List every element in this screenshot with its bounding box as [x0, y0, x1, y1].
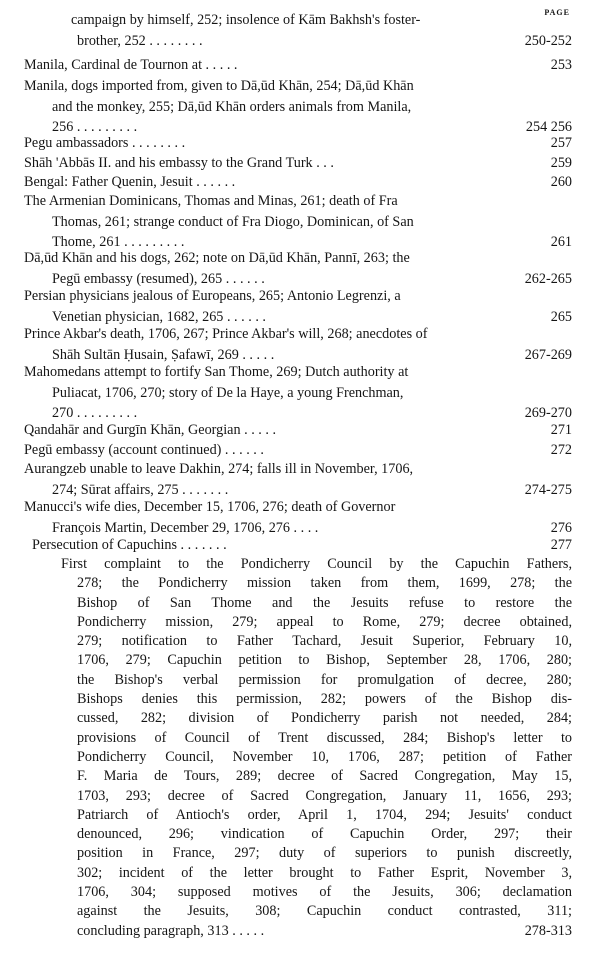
entry-text: Persian physicians jealous of Europeans, 265; Antonio Legrenzi, a [24, 288, 401, 304]
index-entry [24, 172, 572, 193]
index-entry [24, 286, 572, 327]
entry-text: Pegū embassy (account continued) . . . . . . [24, 442, 264, 458]
entry-text: Venetian physician, 1682, 265 . . . . . . [52, 308, 266, 325]
index-entry [24, 10, 572, 51]
page-ref: 259 [550, 155, 572, 171]
entry-text: brother, 252 . . . . . . . . [77, 32, 203, 49]
entry-text: Manucci's wife dies, December 15, 1706, 276; death of Governor [24, 499, 396, 515]
page-ref: 274-275 [524, 481, 572, 498]
paragraph-line: Patriarch of Antioch's order, April 1, 1704, 294; Jesuits' conduct [77, 806, 572, 823]
page-ref: 276 [550, 519, 572, 536]
running-head: PAGE [544, 8, 570, 17]
paragraph-line: 278; the Pondicherry mission taken from them, 1699, 278; the [77, 575, 572, 592]
paragraph-line: 1706, 304; supposed motives of the Jesuits, 306; declamation [77, 884, 572, 901]
index-entry [24, 55, 572, 76]
entry-text: Thome, 261 . . . . . . . . . [52, 234, 185, 251]
paragraph-line: 279; notification to Father Tachard, Jesuit Superior, February 10, [77, 633, 572, 650]
entry-text: and the monkey, 255; Dā,ūd Khān orders animals from Manila, [52, 98, 412, 115]
entry-text: Pegu ambassadors . . . . . . . . [24, 135, 186, 151]
capuchin-paragraph [61, 555, 572, 941]
page-ref: 271 [550, 422, 572, 438]
index-entry [24, 420, 572, 441]
index-entry [24, 497, 572, 538]
entry-text: The Armenian Dominicans, Thomas and Minas, 261; death of Fra [24, 193, 398, 209]
entry-text: Manila, dogs imported from, given to Dā,ūd Khān, 254; Dā,ūd Khān [24, 78, 414, 94]
index-entry [24, 76, 572, 138]
paragraph-line: 1703, 293; decree of Sacred Congregation, January 11, 1656, 293; [77, 787, 572, 804]
paragraph-line: cussed, 282; division of Pondicherry parish not needed, 284; [77, 710, 572, 727]
paragraph-line: Pondicherry mission, 279; appeal to Rome, 279; decree obtained, [77, 613, 572, 630]
paragraph-last-line [77, 922, 572, 941]
entry-text: Pegū embassy (resumed), 265 . . . . . . [52, 270, 265, 287]
index-entry [24, 324, 572, 365]
entry-text: 270 . . . . . . . . . [52, 405, 138, 422]
index-entry [24, 153, 572, 174]
paragraph-line: F. Maria de Tours, 289; decree of Sacred Congregation, May 15, [77, 768, 572, 785]
entry-text: Prince Akbar's death, 1706, 267; Prince Akbar's will, 268; anecdotes of [24, 326, 428, 342]
entry-text: Qandahār and Gurgīn Khān, Georgian . . . . . [24, 422, 277, 438]
paragraph-line: Bishops denies this permission, 282; powers of the Bishop dis- [77, 691, 572, 708]
entry-text: Thomas, 261; strange conduct of Fra Diogo, Dominican, of San [52, 213, 414, 230]
paragraph-line: the Bishop's verbal permission for promulgation of decree, 280; [77, 671, 572, 688]
index-entry [24, 535, 572, 556]
entry-text: Shāh Sultān Ḥusain, Ṣafawī, 269 . . . . . [52, 346, 275, 363]
entry-text: Dā,ūd Khān and his dogs, 262; note on Dā,ūd Khān, Pannī, 263; the [24, 250, 410, 266]
paragraph-line: concluding paragraph, 313 . . . . . [77, 922, 265, 939]
entry-text: Shāh 'Abbās II. and his embassy to the Grand Turk . . . [24, 155, 334, 171]
page-ref: 278-313 [524, 922, 572, 939]
page-ref: 250-252 [524, 32, 572, 49]
paragraph-line: against the Jesuits, 308; Capuchin conduct contrasted, 311; [77, 903, 572, 920]
entry-text: Manila, Cardinal de Tournon at . . . . . [24, 57, 238, 73]
paragraph-line: Bishop of San Thome and the Jesuits refuse to restore the [77, 594, 572, 611]
entry-text: Mahomedans attempt to fortify San Thome, 269; Dutch authority at [24, 364, 409, 380]
index-entry [24, 248, 572, 289]
paragraph-line: 1706, 279; Capuchin petition to Bishop, September 28, 1706, 280; [77, 652, 572, 669]
page-ref: 253 [550, 57, 572, 73]
page-ref: 262-265 [524, 270, 572, 287]
page-ref: 272 [550, 442, 572, 458]
entry-text: 274; Sūrat affairs, 275 . . . . . . . [52, 481, 229, 498]
index-entry [24, 440, 572, 461]
page-ref: 260 [550, 174, 572, 190]
page-ref: 269-270 [524, 405, 572, 422]
entry-text: Puliacat, 1706, 270; story of De la Haye, a young Frenchman, [52, 384, 404, 401]
index-entry [24, 191, 572, 253]
paragraph-line: position in France, 297; duty of superiors to punish discreetly, [77, 845, 572, 862]
paragraph-line: First complaint to the Pondicherry Council by the Capuchin Fathers, [61, 556, 572, 572]
page-ref: 277 [550, 537, 572, 553]
page-ref: 254 256 [525, 119, 572, 136]
index-entry [24, 459, 572, 500]
entry-text: Persecution of Capuchins . . . . . . . [32, 537, 227, 553]
paragraph-line: denounced, 296; vindication of Capuchin Order, 297; their [77, 826, 572, 843]
entry-text: Aurangzeb unable to leave Dakhin, 274; falls ill in November, 1706, [24, 461, 414, 477]
entry-text: François Martin, December 29, 1706, 276 . . . . [52, 519, 319, 536]
paragraph-line: provisions of Council of Trent discussed, 284; Bishop's letter to [77, 729, 572, 746]
index-entry [24, 362, 572, 424]
page-ref: 265 [550, 308, 572, 325]
paragraph-line: Pondicherry Council, November 10, 1706, 287; petition of Father [77, 748, 572, 765]
paragraph-line: 302; incident of the letter brought to Father Esprit, November 3, [77, 864, 572, 881]
page-ref: 261 [550, 234, 572, 251]
entry-text: Bengal: Father Quenin, Jesuit . . . . . . [24, 174, 236, 190]
entry-text: 256 . . . . . . . . . [52, 119, 138, 136]
page-ref: 257 [550, 135, 572, 151]
page-ref: 267-269 [524, 346, 572, 363]
index-entry [24, 133, 572, 154]
entry-text: campaign by himself, 252; insolence of Kām Bakhsh's foster- [71, 12, 421, 28]
